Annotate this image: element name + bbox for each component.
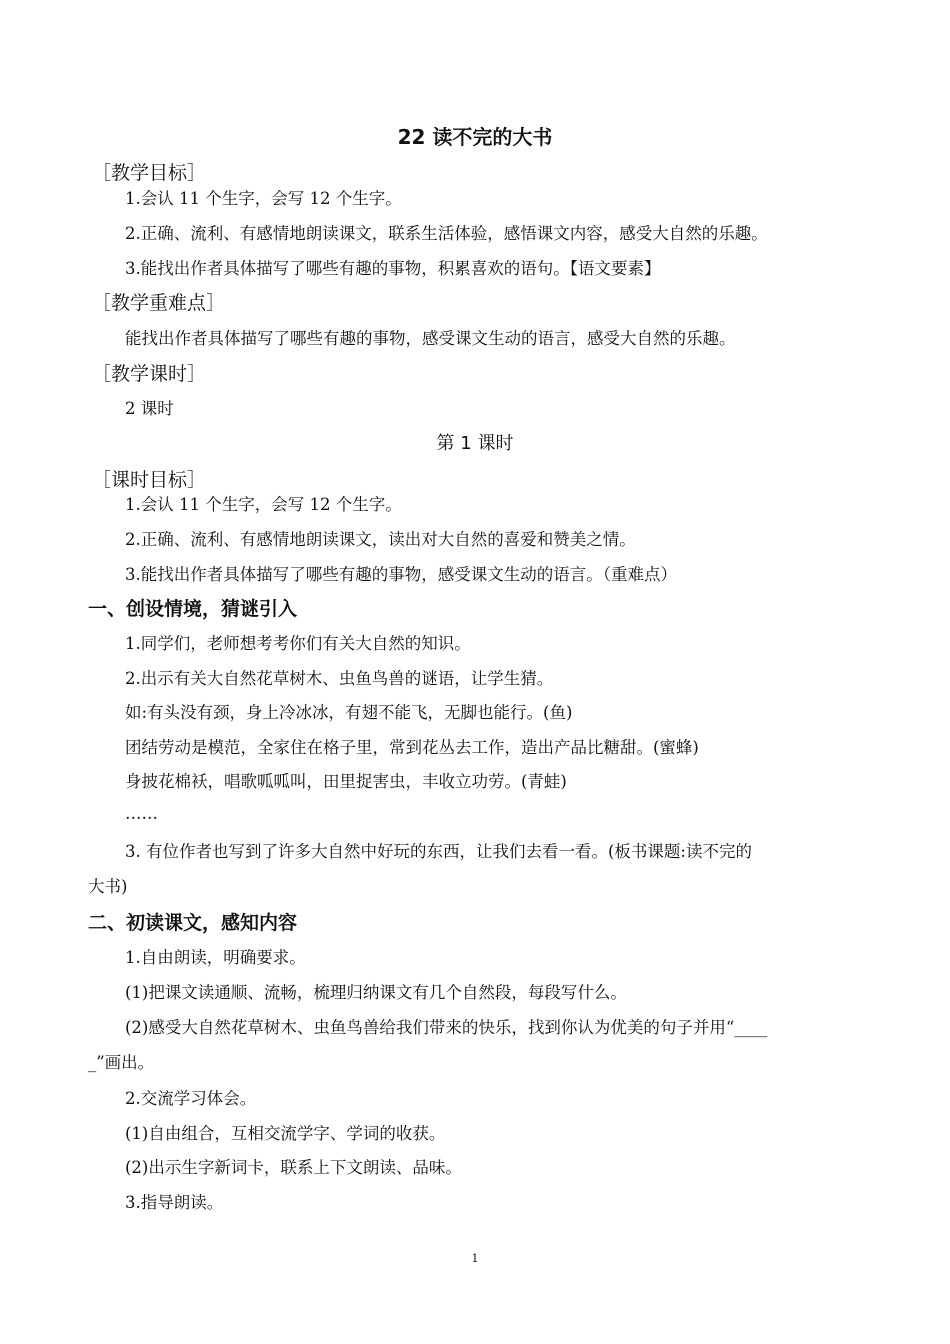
part1-line: 团结劳动是模范，全家住在格子里，常到花丛去工作，造出产品比糖甜。(蜜蜂) <box>125 738 699 757</box>
part1-line: 身披花棉袄，唱歌呱呱叫，田里捉害虫，丰收立功劳。(青蛙) <box>125 772 567 791</box>
part2-heading: 二、初读课文，感知内容 <box>88 912 298 934</box>
section-heading-goals: ［教学目标］ <box>92 162 207 184</box>
hours-value: 2 课时 <box>125 399 174 418</box>
part2-line: (1)自由组合，互相交流学字、学词的收获。 <box>125 1124 446 1143</box>
part2-line: (2)感受大自然花草树木、虫鱼鸟兽给我们带来的快乐，找到你认为优美的句子并用“____ <box>125 1018 768 1037</box>
part2-line: 1.自由朗读，明确要求。 <box>125 948 306 967</box>
section-heading-lesson-goals: ［课时目标］ <box>92 469 207 491</box>
section-heading-hours: ［教学课时］ <box>92 363 207 385</box>
part2-line: (1)把课文读通顺、流畅，梳理归纳课文有几个自然段，每段写什么。 <box>125 983 627 1002</box>
key-points-text: 能找出作者具体描写了哪些有趣的事物，感受课文生动的语言，感受大自然的乐趣。 <box>125 329 736 348</box>
part2-line: _”画出。 <box>88 1053 155 1072</box>
part2-line: (2)出示生字新词卡，联系上下文朗读、品味。 <box>125 1158 462 1177</box>
goal-line: 1.会认 11 个生字，会写 12 个生字。 <box>125 189 402 208</box>
part1-line: 大书) <box>88 877 128 896</box>
part2-line: 3.指导朗读。 <box>125 1193 224 1212</box>
lesson-title: 第 1 课时 <box>436 433 514 454</box>
part1-heading: 一、创设情境，猜谜引入 <box>88 598 298 620</box>
page-title: 22 读不完的大书 <box>397 125 553 149</box>
section-heading-key: ［教学重难点］ <box>92 292 226 314</box>
goal-line: 3.能找出作者具体描写了哪些有趣的事物，积累喜欢的语句。【语文要素】 <box>125 259 661 278</box>
page-number: 1 <box>471 1252 479 1265</box>
part1-line: …… <box>125 804 158 823</box>
lesson-goal-line: 1.会认 11 个生字，会写 12 个生字。 <box>125 495 402 514</box>
part1-line: 如:有头没有颈，身上冷冰冰，有翅不能飞，无脚也能行。(鱼) <box>125 703 573 722</box>
part1-line: 3. 有位作者也写到了许多大自然中好玩的东西，让我们去看一看。(板书课题:读不完的 <box>125 842 752 861</box>
lesson-goal-line: 3.能找出作者具体描写了哪些有趣的事物，感受课文生动的语言。（重难点） <box>125 565 677 584</box>
goal-line: 2.正确、流利、有感情地朗读课文，联系生活体验，感悟课文内容，感受大自然的乐趣。 <box>125 224 768 243</box>
lesson-goal-line: 2.正确、流利、有感情地朗读课文，读出对大自然的喜爱和赞美之情。 <box>125 530 636 549</box>
part1-line: 1.同学们，老师想考考你们有关大自然的知识。 <box>125 634 471 653</box>
part1-line: 2.出示有关大自然花草树木、虫鱼鸟兽的谜语，让学生猜。 <box>125 669 554 688</box>
part2-line: 2.交流学习体会。 <box>125 1089 257 1108</box>
